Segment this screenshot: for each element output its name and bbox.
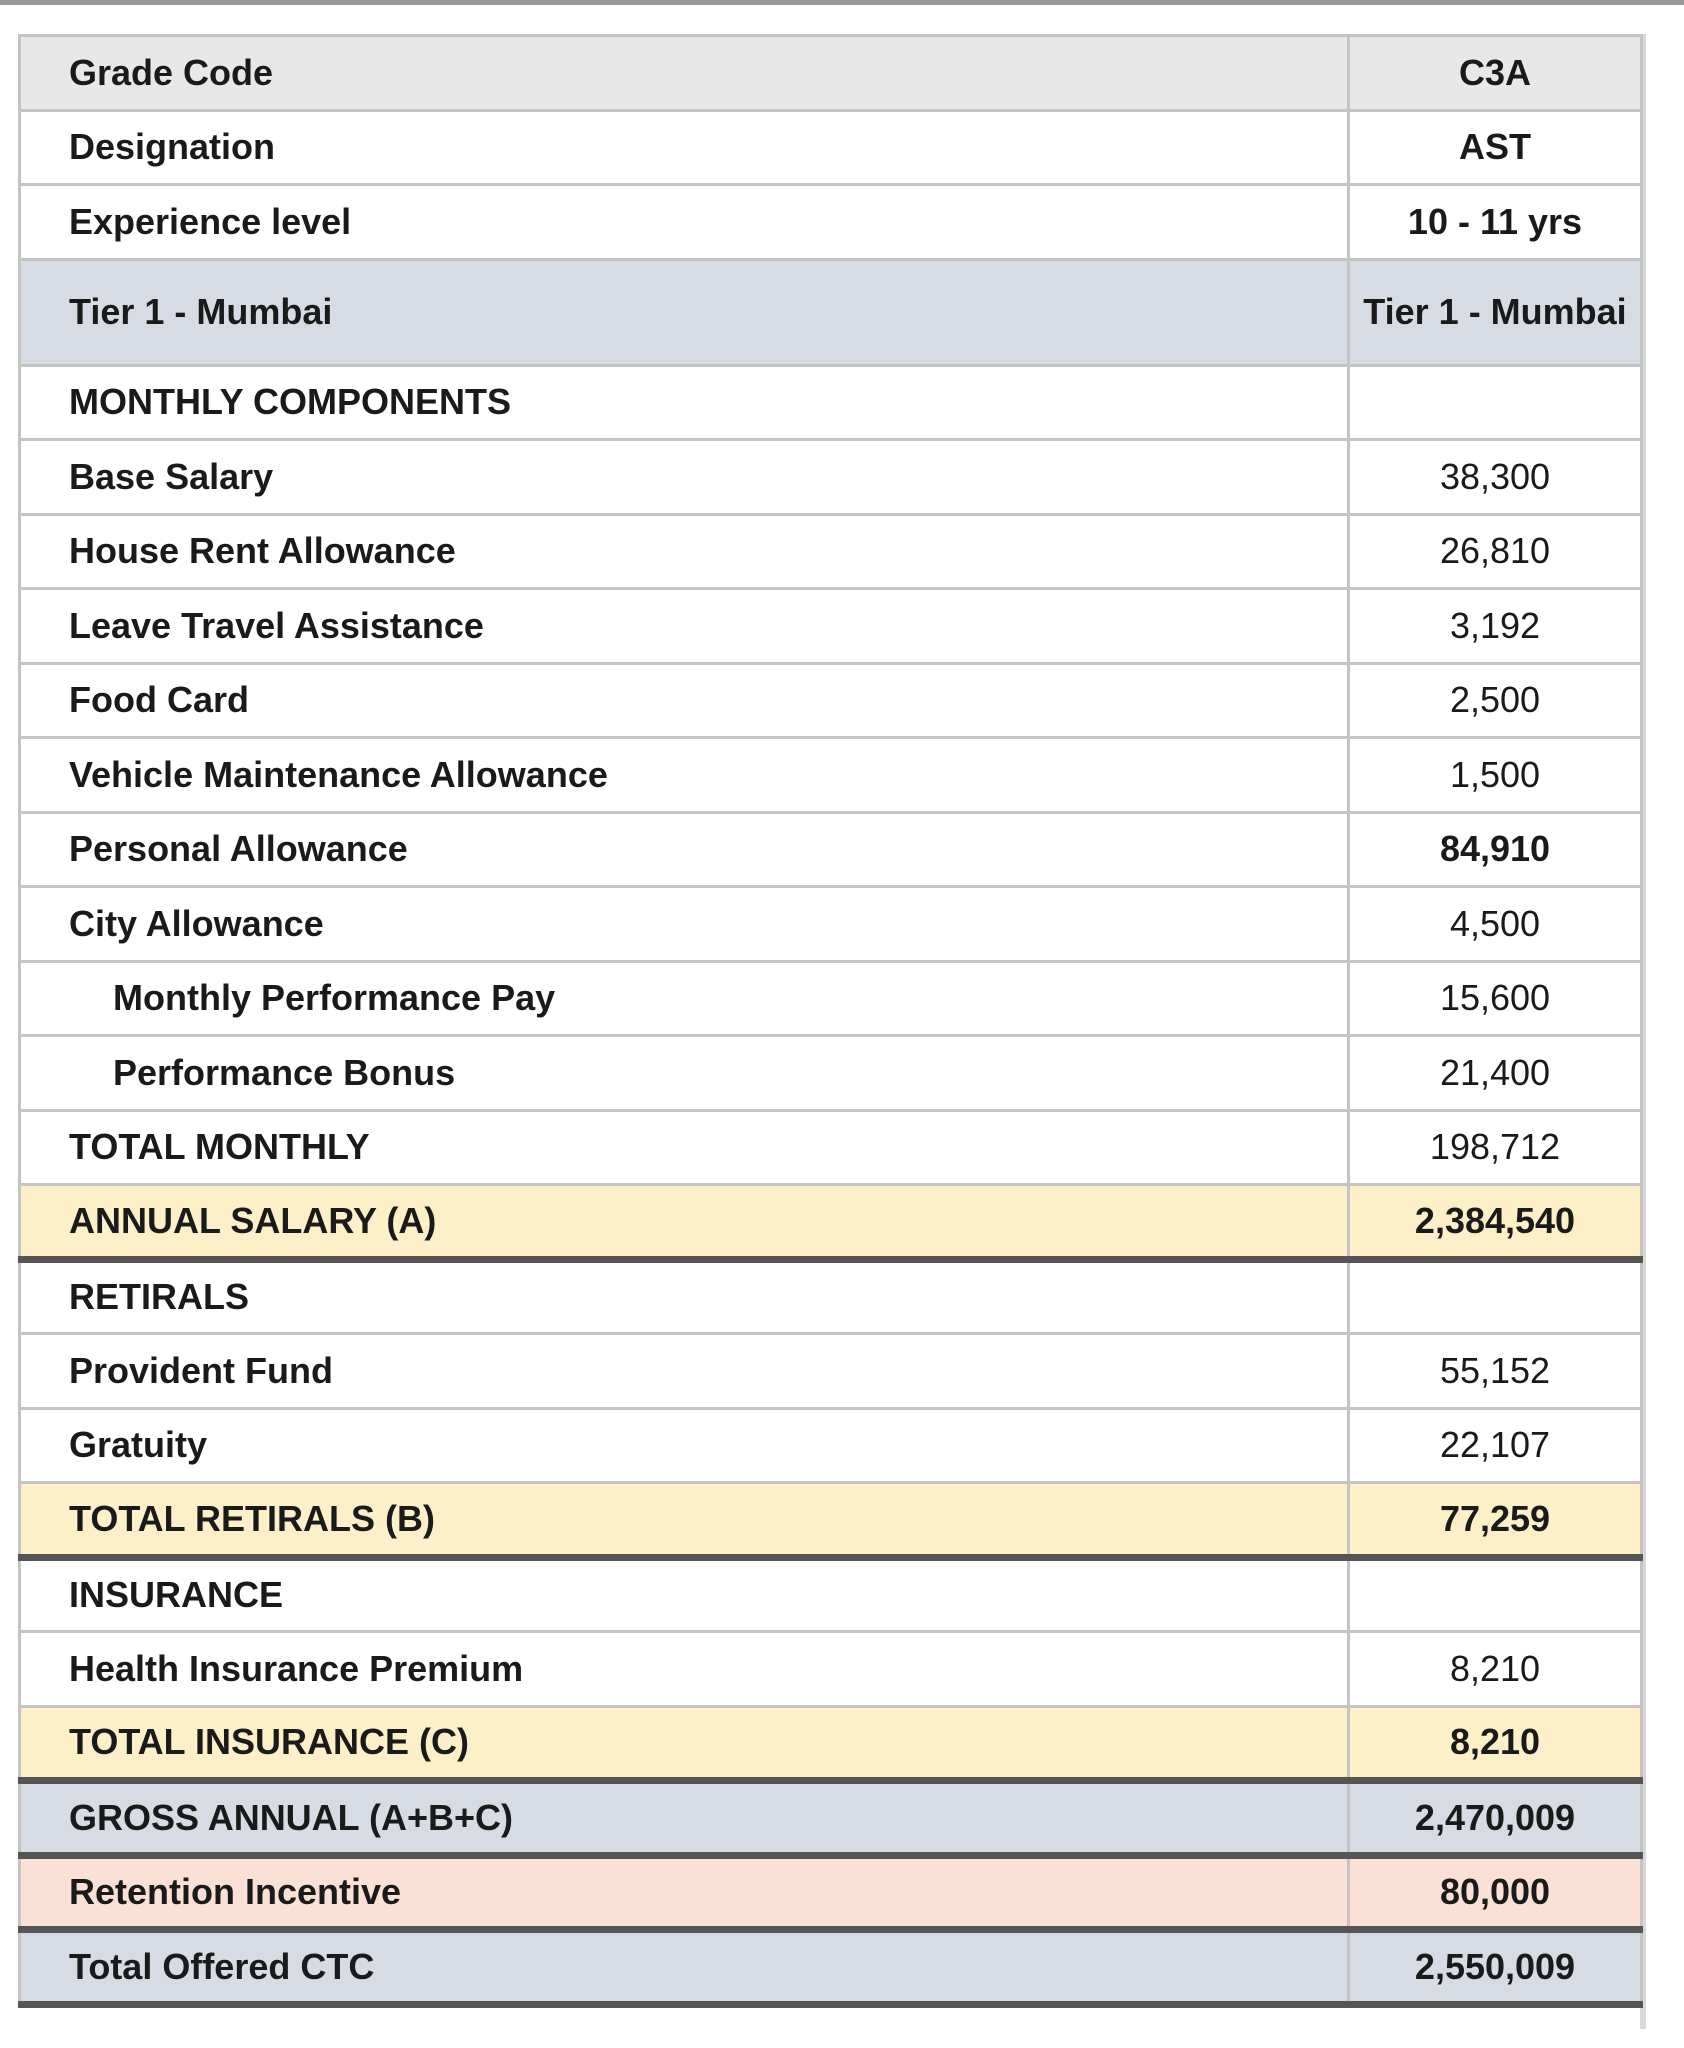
table-row: [20, 812, 1642, 887]
grade-code-label: Grade Code: [20, 36, 1349, 111]
row-value: 15,600: [1349, 961, 1642, 1036]
total-insurance-row: [20, 1706, 1642, 1781]
table-row: [20, 663, 1642, 738]
row-value: 55,152: [1349, 1334, 1642, 1409]
retention-incentive-value: 80,000: [1349, 1855, 1642, 1930]
table-row: [20, 1632, 1642, 1707]
annual-salary-row: [20, 1185, 1642, 1260]
row-label: Food Card: [20, 663, 1349, 738]
insurance-section-header: [20, 1557, 1642, 1632]
designation-value: AST: [1349, 110, 1642, 185]
tier-label: Tier 1 - Mumbai: [20, 259, 1349, 365]
total-retirals-label: TOTAL RETIRALS (B): [20, 1483, 1349, 1558]
retention-incentive-label: Retention Incentive: [20, 1855, 1349, 1930]
tier-value: Tier 1 - Mumbai: [1349, 259, 1642, 365]
row-value: 1,500: [1349, 738, 1642, 813]
monthly-section-blank: [1349, 365, 1642, 440]
monthly-section-header: [20, 365, 1642, 440]
row-value: 21,400: [1349, 1036, 1642, 1111]
row-label: House Rent Allowance: [20, 514, 1349, 589]
total-monthly-row: [20, 1110, 1642, 1185]
table-row: [20, 1036, 1642, 1111]
designation-label: Designation: [20, 110, 1349, 185]
tier-row: [20, 259, 1642, 365]
grade-code-row: [20, 36, 1642, 111]
row-label: Personal Allowance: [20, 812, 1349, 887]
row-value: 4,500: [1349, 887, 1642, 962]
table-row: [20, 1408, 1642, 1483]
total-retirals-row: [20, 1483, 1642, 1558]
row-label: Performance Bonus: [20, 1036, 1349, 1111]
total-monthly-value: 198,712: [1349, 1110, 1642, 1185]
table-row: [20, 887, 1642, 962]
gross-annual-row: [20, 1781, 1642, 1856]
retirals-section-header: [20, 1259, 1642, 1334]
designation-row: [20, 110, 1642, 185]
table-row: [20, 514, 1642, 589]
monthly-section-title: MONTHLY COMPONENTS: [20, 365, 1349, 440]
row-label: Monthly Performance Pay: [20, 961, 1349, 1036]
table-row: [20, 738, 1642, 813]
insurance-section-title: INSURANCE: [20, 1557, 1349, 1632]
row-value: 26,810: [1349, 514, 1642, 589]
row-value: 2,500: [1349, 663, 1642, 738]
row-label: Leave Travel Assistance: [20, 589, 1349, 664]
table-row: [20, 589, 1642, 664]
row-label: Provident Fund: [20, 1334, 1349, 1409]
total-monthly-label: TOTAL MONTHLY: [20, 1110, 1349, 1185]
total-ctc-row: [20, 1930, 1642, 2005]
experience-label: Experience level: [20, 185, 1349, 260]
annual-salary-value: 2,384,540: [1349, 1185, 1642, 1260]
table-row: [20, 1334, 1642, 1409]
experience-row: [20, 185, 1642, 260]
row-value: 8,210: [1349, 1632, 1642, 1707]
row-label: Base Salary: [20, 440, 1349, 515]
row-value: 22,107: [1349, 1408, 1642, 1483]
row-label: City Allowance: [20, 887, 1349, 962]
row-value: 84,910: [1349, 812, 1642, 887]
table-row: [20, 961, 1642, 1036]
total-insurance-label: TOTAL INSURANCE (C): [20, 1706, 1349, 1781]
gross-annual-label: GROSS ANNUAL (A+B+C): [20, 1781, 1349, 1856]
insurance-section-blank: [1349, 1557, 1642, 1632]
row-label: Gratuity: [20, 1408, 1349, 1483]
row-value: 38,300: [1349, 440, 1642, 515]
total-retirals-value: 77,259: [1349, 1483, 1642, 1558]
total-insurance-value: 8,210: [1349, 1706, 1642, 1781]
annual-salary-label: ANNUAL SALARY (A): [20, 1185, 1349, 1260]
retirals-section-blank: [1349, 1259, 1642, 1334]
retirals-section-title: RETIRALS: [20, 1259, 1349, 1334]
total-ctc-value: 2,550,009: [1349, 1930, 1642, 2005]
retention-incentive-row: [20, 1855, 1642, 1930]
row-label: Health Insurance Premium: [20, 1632, 1349, 1707]
table-row: [20, 440, 1642, 515]
grade-code-value: C3A: [1349, 36, 1642, 111]
row-label: Vehicle Maintenance Allowance: [20, 738, 1349, 813]
gross-annual-value: 2,470,009: [1349, 1781, 1642, 1856]
total-ctc-label: Total Offered CTC: [20, 1930, 1349, 2005]
salary-breakup-table: [18, 34, 1643, 2008]
row-value: 3,192: [1349, 589, 1642, 664]
top-border-line: [0, 0, 1684, 5]
experience-value: 10 - 11 yrs: [1349, 185, 1642, 260]
